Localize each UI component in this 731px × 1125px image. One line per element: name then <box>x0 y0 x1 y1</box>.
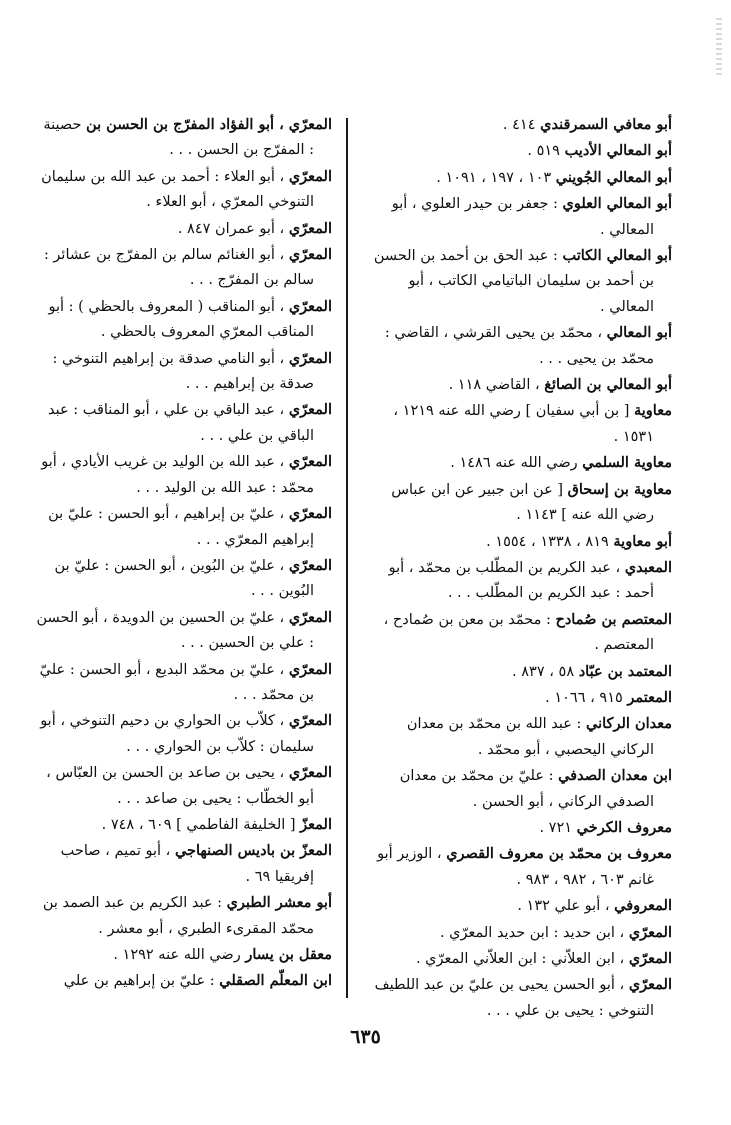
index-entry <box>372 450 672 476</box>
index-entry <box>372 893 672 919</box>
index-entry-text: ، عليّ بن الحسين بن الدويدة ، أبو الحسن : علي بن الحسين . . . <box>36 609 314 652</box>
index-entry-head: أبو معافي السمرقندي <box>540 116 672 133</box>
column-divider <box>346 118 348 998</box>
index-entry-head: المعروفي <box>614 897 672 915</box>
index-entry <box>36 812 332 838</box>
index-entry-head: المعرّي <box>288 608 332 626</box>
index-entry-head: أبو المعالي الكاتب <box>562 247 672 265</box>
index-entry-head: المعتمد بن عبّاد <box>578 662 672 680</box>
index-entry-text: ، عليّ بن البُوين ، أبو الحسن : عليّ بن البُوين . . . <box>54 557 314 600</box>
index-entry-text: [ الخليفة الفاطمي ] ٦٠٩ ، ٧٤٨ . <box>101 816 301 833</box>
index-entry-head: معاوية السلمي <box>582 454 672 472</box>
index-entry-head: المعرّي <box>288 246 332 264</box>
index-entry-text: ٧٢١ . <box>539 819 577 836</box>
index-entry-head: معروف الكرخي <box>576 818 672 836</box>
index-entry-text: ، يحيى بن صاعد بن الحسن بن العبّاس ، أبو الخطّاب : يحيى بن صاعد . . . <box>46 765 314 807</box>
index-entry <box>36 397 332 449</box>
index-entry-text: ١٠٣ ، ١٩٧ ، ١٠٩١ . <box>436 169 556 186</box>
index-entry-head: ابن معدان الصدفي <box>558 767 672 785</box>
index-entry-head: أبو المعالي <box>606 324 672 342</box>
index-entry <box>36 164 332 216</box>
index-entry-text: رضي الله عنه ١٤٨٦ . <box>450 455 583 472</box>
index-entry <box>372 138 672 164</box>
index-entry <box>372 763 672 815</box>
index-entry <box>372 685 672 711</box>
index-entry-text: ٤١٤ . <box>502 117 541 133</box>
index-entry-head: المعرّي <box>288 219 332 237</box>
index-entry <box>36 605 332 657</box>
index-entry <box>372 607 672 659</box>
index-entry <box>372 477 672 529</box>
index-entry-head: المعتصم بن صُمادح <box>555 610 672 628</box>
index-entry-text: : عبد الكريم بن عبد الصمد بن محمّد المقرىء الطبري ، أبو معشر . <box>42 895 314 937</box>
index-entry-head: المعرّي <box>288 660 332 678</box>
index-column-right <box>372 112 672 1024</box>
index-entry-text: ، أبو علي ١٣٢ . <box>517 898 615 915</box>
index-entry-head: معقل بن يسار <box>245 946 332 963</box>
index-entry <box>372 191 672 243</box>
index-entry <box>372 372 672 398</box>
index-entry <box>36 294 332 346</box>
index-entry-text: : عليّ بن محمّد بن معدان الصدفي الركاني ، أبو الحسن . <box>399 768 654 810</box>
index-entry-text: ٥١٩ . <box>527 143 565 160</box>
index-entry-text: ، ابن حديد : ابن حديد المعرّي . <box>439 924 629 941</box>
index-entry <box>36 942 332 968</box>
index-entry-head: المعرّي ، أبو الفؤاد المفرّج بن الحسن بن <box>86 116 332 133</box>
index-entry <box>36 657 332 709</box>
index-entry-text: ٨١٩ ، ١٣٣٨ ، ١٥٥٤ . <box>486 533 614 550</box>
index-entry-text: ، عليّ بن محمّد البديع ، أبو الحسن : عليّ بن محمّد . . . <box>39 661 314 703</box>
index-entry <box>36 112 332 164</box>
index-entry <box>36 968 332 994</box>
index-entry-text: ، أبو العلاء : أحمد بن عبد الله بن سليمان التنوخي المعرّي ، أبو العلاء . <box>41 168 314 211</box>
index-entry <box>372 529 672 555</box>
index-entry <box>372 972 672 1024</box>
index-entry-head: المعرّي <box>288 453 332 471</box>
index-entry-text: ، عليّ بن إبراهيم ، أبو الحسن : عليّ بن إبراهيم المعرّي . . . <box>48 506 314 548</box>
index-entry-text: ٩١٥ ، ١٠٦٦ . <box>545 689 628 706</box>
index-entry-text: ، أبو عمران ٨٤٧ . <box>177 220 289 237</box>
index-entry-head: ابن المعلّم الصقلي <box>219 972 332 990</box>
index-entry <box>36 760 332 812</box>
index-entry <box>36 838 332 890</box>
index-entry-head: أبو معاوية <box>613 532 672 550</box>
index-entry-head: المعرّي <box>288 712 332 730</box>
index-entry-text: حصينة : المفرّج بن الحسن . . . <box>43 117 314 159</box>
index-entry-head: أبو المعالي العلوي <box>562 195 672 213</box>
index-entry-text: : جعفر بن حيدر العلوي ، أبو المعالي . <box>391 196 654 238</box>
index-entry <box>372 841 672 893</box>
index-entry-text: : محمّد بن معن بن صُمادح ، المعتصم . <box>383 611 654 654</box>
index-entry <box>36 501 332 553</box>
index-entry <box>372 555 672 607</box>
index-entry-head: معدان الركاني <box>586 715 672 733</box>
index-entry-text: : عبد الله بن محمّد بن معدان الركاني اليحصبي ، أبو محمّد . <box>406 716 654 758</box>
index-entry-head: المعرّي <box>628 923 672 941</box>
index-entry-text: [ بن أبي سفيان ] رضي الله عنه ١٢١٩ ، ١٥٣١ . <box>393 403 654 445</box>
index-entry-text: ، أبو النامي صدقة بن إبراهيم التنوخي : صدقة بن إبراهيم . . . <box>52 350 314 393</box>
index-entry-head: المعرّي <box>288 505 332 523</box>
index-entry-text: ، محمّد بن يحيى القرشي ، القاضي : محمّد بن يحيى . . . <box>384 325 654 367</box>
index-entry-head: المعرّي <box>628 976 672 994</box>
index-entry <box>372 946 672 972</box>
index-entry-head: أبو المعالي الجُويني <box>555 168 672 186</box>
index-entry-text: رضي الله عنه ١٢٩٢ . <box>113 947 246 963</box>
index-entry-text: ، أبو الحسن يحيى بن عليّ بن عبد اللطيف التنوخي : يحيى بن علي . . . <box>374 977 654 1019</box>
index-entry-text: ٥٨ ، ٨٣٧ . <box>512 663 579 680</box>
index-entry <box>372 243 672 320</box>
index-entry-head: معروف بن محمّد بن معروف القصري <box>446 845 672 863</box>
index-entry <box>372 920 672 946</box>
index-entry-text: [ عن ابن جبير عن ابن عباس رضي الله عنه ] ١١٤٣ . <box>391 481 654 524</box>
index-entry-text: ، الوزير أبو غانم ٦٠٣ ، ٩٨٢ ، ٩٨٣ . <box>377 846 654 888</box>
index-column-left <box>36 112 332 995</box>
index-entry-text: : عليّ بن إبراهيم بن علي <box>63 973 220 990</box>
index-entry-head: المعتمر <box>627 688 672 706</box>
index-entry <box>372 320 672 372</box>
index-entry-head: المعرّي <box>288 401 332 419</box>
index-entry-text: ، عبد الباقي بن علي ، أبو المناقب : عبد الباقي بن علي . . . <box>47 402 314 444</box>
index-entry <box>372 711 672 763</box>
index-entry-head: أبو المعالي بن الصائغ <box>544 376 672 394</box>
index-entry-text: ، عبد الكريم بن المطّلب بن محمّد ، أبو أحمد : عبد الكريم بن المطّلب . . . <box>388 559 654 602</box>
index-entry-text: : عبد الحق بن أحمد بن الحسن بن أحمد بن سليمان الباتيامي الكاتب ، أبو المعالي . <box>373 248 654 315</box>
index-entry-head: معاوية <box>634 402 672 420</box>
index-entry <box>36 242 332 294</box>
index-entry-head: أبو معشر الطبري <box>226 894 332 912</box>
index-entry <box>36 708 332 760</box>
index-entry-head: أبو المعالي الأديب <box>564 142 672 160</box>
index-entry <box>372 659 672 685</box>
index-entry <box>36 553 332 605</box>
index-entry <box>372 398 672 450</box>
index-entry-head: المعزّ بن باديس الصنهاجي <box>174 842 332 860</box>
index-entry <box>372 165 672 191</box>
index-entry <box>36 890 332 942</box>
index-entry-head: المعرّي <box>288 167 332 185</box>
index-entry <box>36 216 332 242</box>
index-entry <box>372 112 672 138</box>
index-entry <box>372 815 672 841</box>
index-entry-head: المعبدي <box>624 558 672 576</box>
index-entry-text: ، القاضي ١١٨ . <box>448 377 545 394</box>
index-entry-head: المعرّي <box>288 764 332 782</box>
index-entry-text: ، ابن العلاّني : ابن العلاّني المعرّي . <box>415 951 629 967</box>
index-entry-head: المعرّي <box>288 556 332 574</box>
index-entry-head: المعرّي <box>288 297 332 315</box>
index-entry-text: ، أبو تميم ، صاحب إفريقيا ٦٩ . <box>60 843 314 885</box>
scan-edge-mark <box>716 18 722 78</box>
index-entry-text: ، عبد الله بن الوليد بن غريب الأيادي ، أبو محمّد : عبد الله بن الوليد . . . <box>41 454 314 496</box>
index-entry-head: معاوية بن إسحاق <box>567 480 672 498</box>
index-entry-text: ، كلاّب بن الحواري بن دحيم التنوخي ، أبو سليمان : كلاّب بن الحواري . . . <box>40 713 314 755</box>
index-entry-text: ، أبو المناقب ( المعروف بالحظي ) : أبو المناقب المعرّي المعروف بالحظي . <box>48 298 314 341</box>
index-entry-head: المعرّي <box>288 349 332 367</box>
index-entry-head: المعرّي <box>628 950 672 967</box>
index-entry <box>36 346 332 398</box>
index-entry <box>36 449 332 501</box>
index-entry-head: المعزّ <box>300 815 332 833</box>
index-entry-text: ، أبو الغنائم سالم بن المفرّج بن عشائر : سالم بن المفرّج . . . <box>43 247 314 289</box>
page-number: ٦٣٥ <box>350 1026 381 1048</box>
